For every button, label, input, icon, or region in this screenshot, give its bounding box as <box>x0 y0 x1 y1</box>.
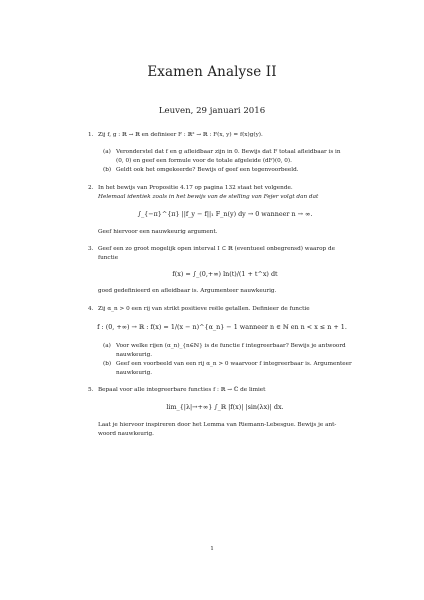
q5-line1: Bepaal voor alle integreerbare functies f : ℝ → ℂ de limiet <box>98 387 266 393</box>
q2-line1: In het bewijs van Propositie 4.17 op pagina 132 staat het volgende. <box>98 185 293 191</box>
exam-date: Leuven, 29 januari 2016 <box>158 106 266 116</box>
q4-number: 4. <box>88 306 94 312</box>
q3-line1: Geef een zo groot mogelijk open interval I ⊂ ℝ (eventueel onbegrensd) waarop de <box>98 246 335 252</box>
q2-line3: Geef hiervoor een nauwkeurig argument. <box>98 229 218 235</box>
q4b-line1: Geef een voorbeeld van een rij α_n > 0 waarvoor f integreerbaar is. Argumenteer <box>116 361 352 367</box>
q4b-line2: nauwkeurig. <box>116 370 153 376</box>
q2-formula: ∫_{−π}^{π} ||f_y − f||₁ F_n(y) dy → 0 wanneer n → ∞. <box>137 210 313 218</box>
q2-line2: Helemaal identiek zoals in het bewijs van de stelling van Fejer volgt dan dat <box>98 194 319 200</box>
q4a-label: (a) <box>103 343 111 349</box>
q1b-label: (b) <box>103 167 112 173</box>
q1-number: 1. <box>88 132 94 138</box>
q3-line3: goed gedefinieerd en afleidbaar is. Argumenteer nauwkeurig. <box>98 288 277 294</box>
q5-number: 5. <box>88 387 94 393</box>
q3-formula: f(x) = ∫_(0,+∞) ln(t)/(1 + t^x) dt <box>172 270 278 278</box>
q1a-label: (a) <box>103 149 111 155</box>
q4a-line1: Voor welke rijen (α_n)_{n∈ℕ} is de functie f integreerbaar? Bewijs je antwoord <box>116 343 346 349</box>
q5-line2: Laat je hiervoor inspireren door het Lemma van Riemann-Lebesgue. Bewijs je ant- <box>98 422 337 428</box>
q3-number: 3. <box>88 246 94 252</box>
q5-formula: lim_{|λ|→+∞} ∫_ℝ |f(x)| |sin(λx)| dx. <box>166 403 284 411</box>
q1a-line2: (0, 0) en geef een formule voor de totale afgeleide (dF)(0, 0). <box>116 158 292 164</box>
q4-line1: Zij α_n > 0 een rij van strikt positieve reële getallen. Definieer de functie <box>98 306 310 312</box>
q1b-line1: Geldt ook het omgekeerde? Bewijs of geef een tegenvoorbeeld. <box>116 167 299 173</box>
q3-line2: functie <box>98 255 119 261</box>
q2-number: 2. <box>88 185 94 191</box>
q4b-label: (b) <box>103 361 112 367</box>
page-number: 1 <box>210 546 214 552</box>
q1a-line1: Veronderstel dat f en g afleidbaar zijn in 0. Bewijs dat F totaal afleidbaar is in <box>116 149 341 155</box>
q5-line3: woord nauwkeurig. <box>98 431 154 437</box>
q4-formula: f : (0, +∞) → ℝ : f(x) = 1/(x − n)^{α_n} − 1 wanneer n ∈ ℕ en n < x ≤ n + 1. <box>97 323 347 331</box>
exam-title: Examen Analyse II <box>147 64 277 80</box>
q1-statement: Zij f, g : ℝ → ℝ en definieer F : ℝ² → ℝ : F(x, y) = f(x)g(y). <box>98 132 263 138</box>
q4a-line2: nauwkeurig. <box>116 352 153 358</box>
